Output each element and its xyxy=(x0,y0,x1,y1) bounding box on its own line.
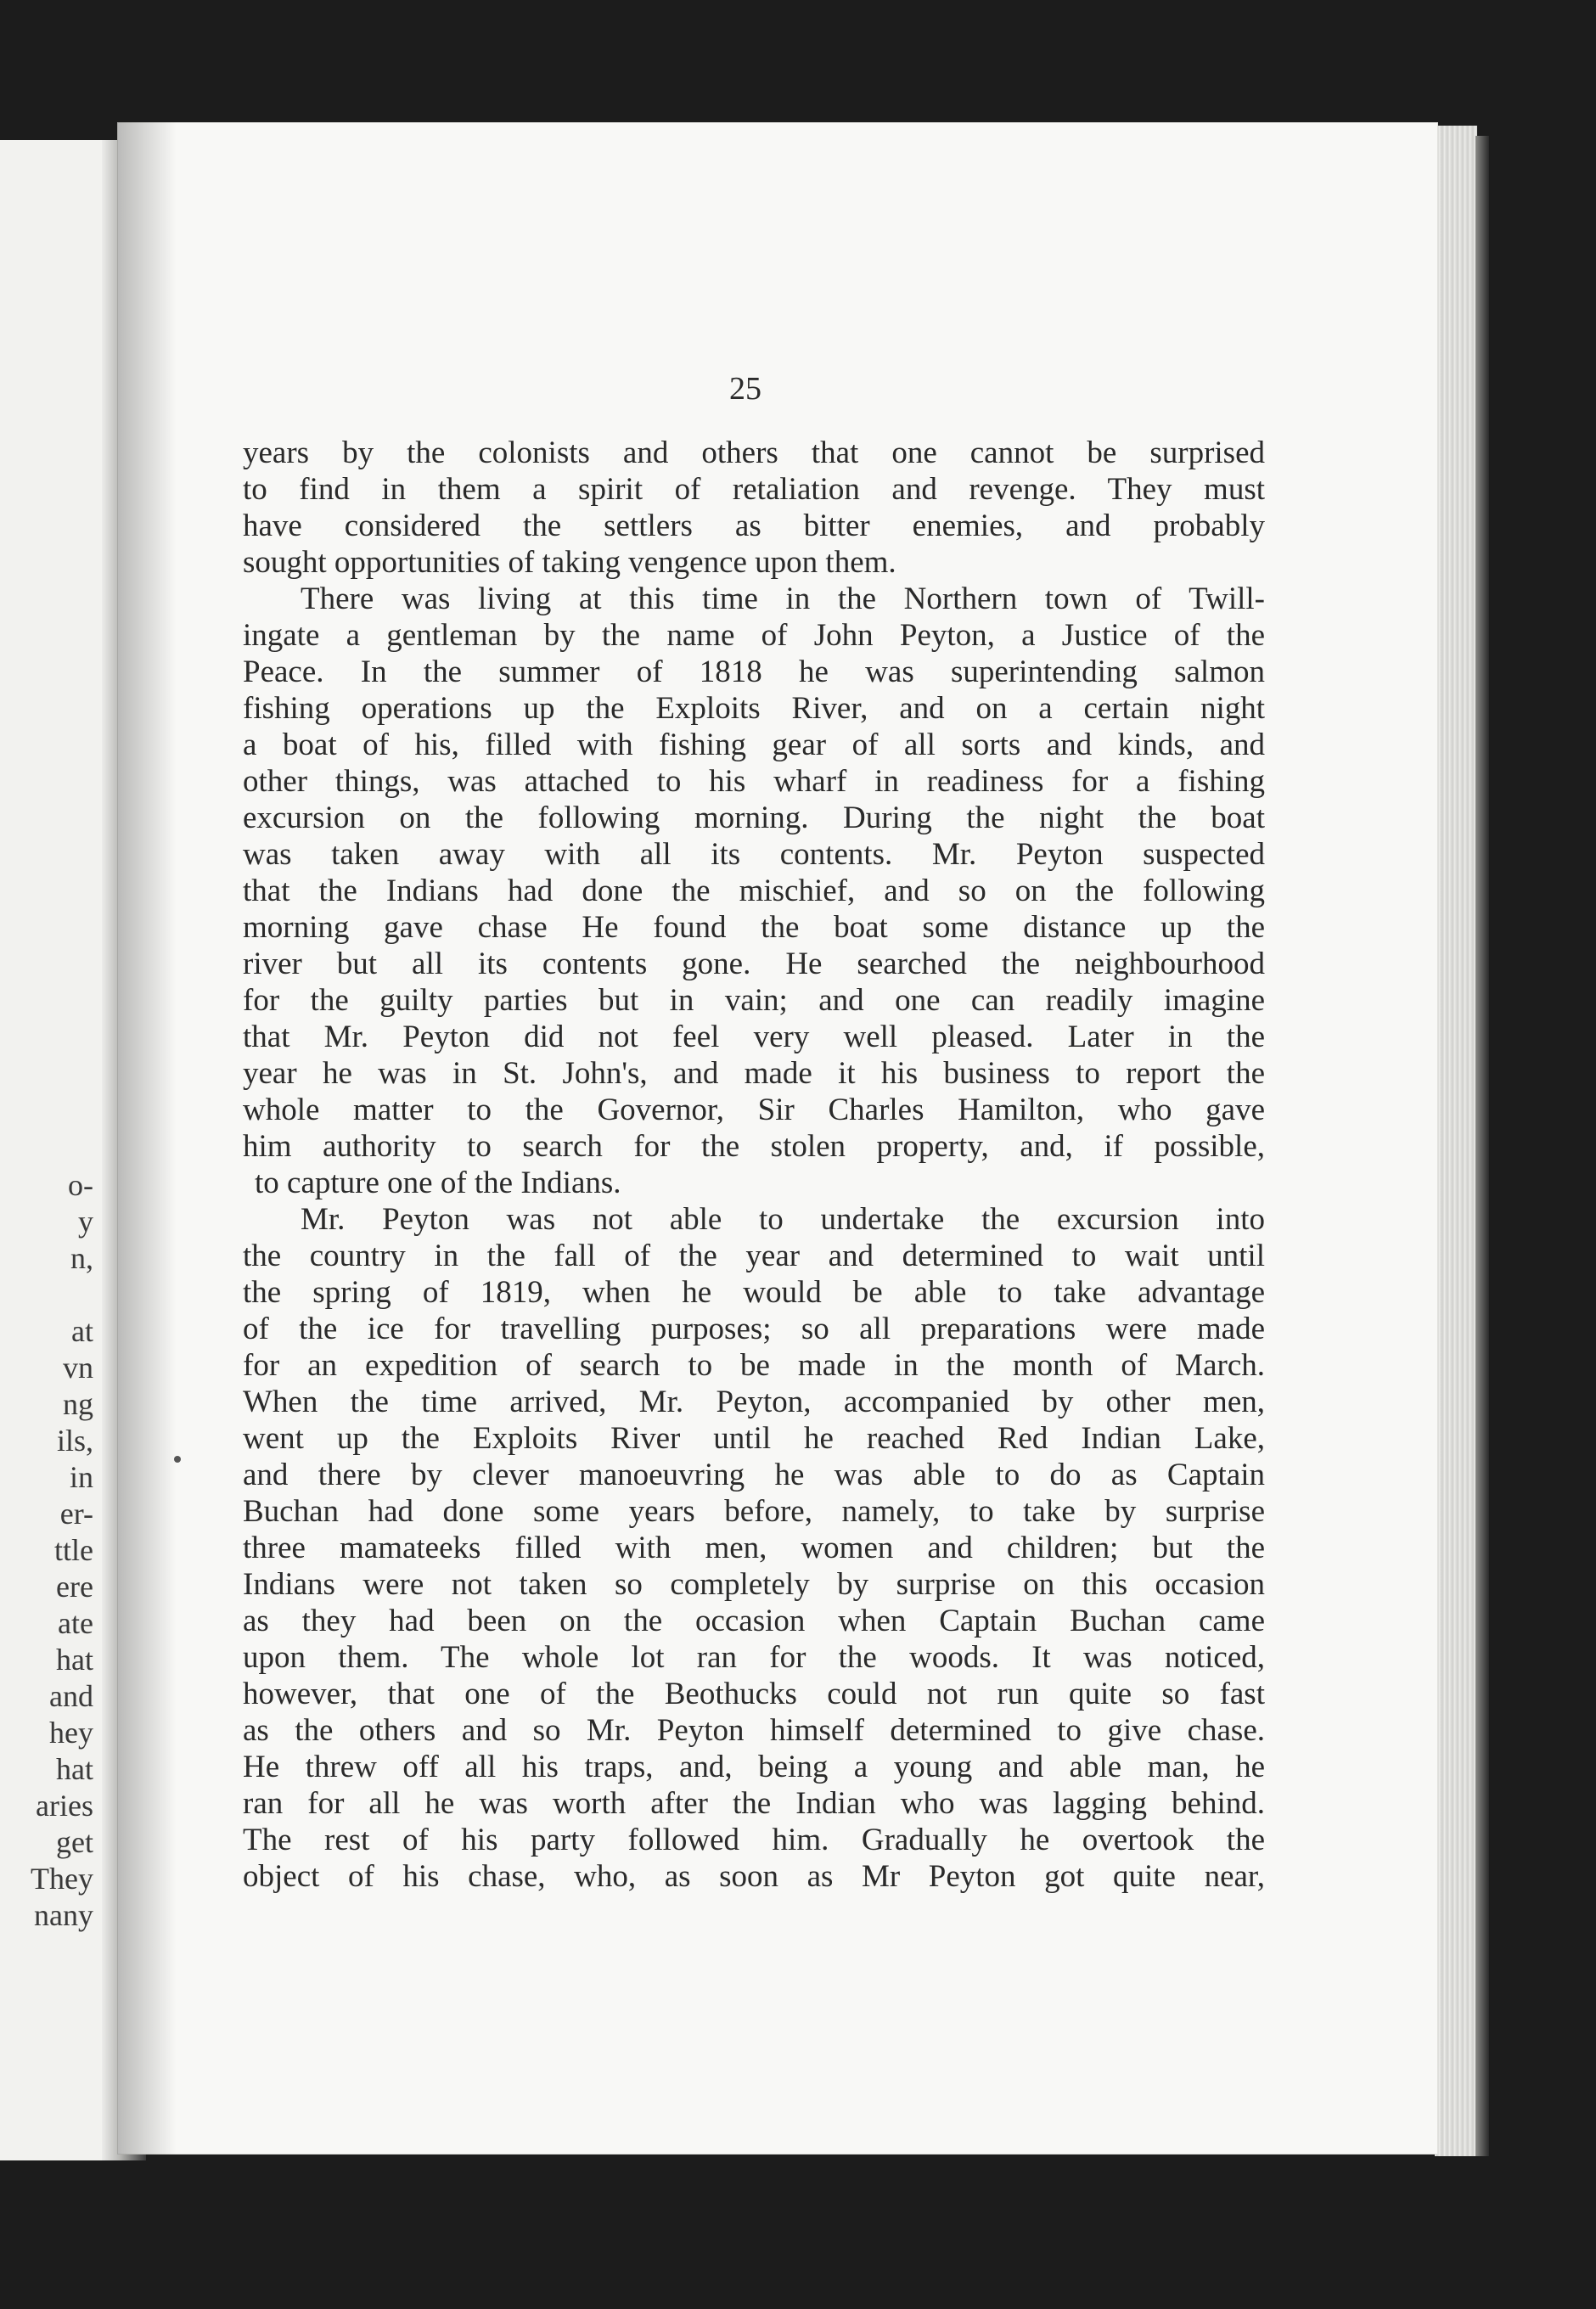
left-page-fragment: get xyxy=(56,1825,93,1859)
text-line: excursion on the following morning. During the night the boat xyxy=(243,801,1265,835)
left-page-fragment: ere xyxy=(56,1570,93,1604)
left-page-fragment: aries xyxy=(36,1789,93,1823)
left-page-fragment xyxy=(0,1277,93,1313)
left-page-fragment: hey xyxy=(49,1716,93,1750)
text-line: The rest of his party followed him. Gradually he overtook the xyxy=(243,1823,1265,1857)
left-page-fragment: vn xyxy=(63,1351,93,1385)
text-line: years by the colonists and others that one cannot be surprised xyxy=(243,435,1265,470)
text-line: to capture one of the Indians. xyxy=(255,1166,621,1200)
ink-speck xyxy=(174,1456,181,1463)
text-line: Mr. Peyton was not able to undertake the excursion into xyxy=(301,1202,1265,1237)
text-line: Indians were not taken so completely by surprise on this occasion xyxy=(243,1567,1265,1602)
left-page-fragment: ils, xyxy=(56,1424,93,1458)
text-line: other things, was attached to his wharf in readiness for a fishing xyxy=(243,764,1265,799)
text-line: fishing operations up the Exploits River, and on a certain night xyxy=(243,691,1265,726)
page-number: 25 xyxy=(729,371,761,407)
body-text xyxy=(243,435,1265,1895)
text-line: that the Indians had done the mischief, and so on the following xyxy=(243,874,1265,908)
left-page-fragment: nany xyxy=(34,1898,93,1932)
text-line: have considered the settlers as bitter enemies, and probably xyxy=(243,508,1265,543)
left-page-fragment: y xyxy=(78,1205,93,1239)
text-line: him authority to search for the stolen property, and, if possible, xyxy=(243,1129,1265,1164)
text-line: the spring of 1819, when he would be able to take advantage xyxy=(243,1275,1265,1310)
text-line: Peace. In the summer of 1818 he was superintending salmon xyxy=(243,654,1265,689)
text-line: There was living at this time in the Northern town of Twill- xyxy=(301,581,1265,616)
text-line: upon them. The whole lot ran for the woods. It was noticed, xyxy=(243,1640,1265,1675)
text-line: Buchan had done some years before, namely, to take by surprise xyxy=(243,1494,1265,1529)
text-line: as they had been on the occasion when Captain Buchan came xyxy=(243,1604,1265,1638)
text-line: a boat of his, filled with fishing gear of all sorts and kinds, and xyxy=(243,728,1265,762)
text-line: ingate a gentleman by the name of John Peyton, a Justice of the xyxy=(243,618,1265,653)
text-line: as the others and so Mr. Peyton himself determined to give chase. xyxy=(243,1713,1265,1748)
left-page-fragment: in xyxy=(69,1460,93,1494)
left-page-fragment: n, xyxy=(70,1241,93,1275)
left-page-fragment: hat xyxy=(56,1643,93,1677)
left-page-fragment: They xyxy=(31,1862,93,1896)
text-line: morning gave chase He found the boat some distance up the xyxy=(243,910,1265,945)
text-line: river but all its contents gone. He searched the neighbourhood xyxy=(243,947,1265,981)
text-line: and there by clever manoeuvring he was able to do as Captain xyxy=(243,1458,1265,1492)
text-line: When the time arrived, Mr. Peyton, accompanied by other men, xyxy=(243,1385,1265,1419)
left-page-fragment: ate xyxy=(58,1606,93,1640)
text-line: sought opportunities of taking vengence upon them. xyxy=(243,545,896,580)
text-line: three mamateeks filled with men, women and children; but the xyxy=(243,1531,1265,1565)
text-line: for an expedition of search to be made in the month of March. xyxy=(243,1348,1265,1383)
text-line: the country in the fall of the year and determined to wait until xyxy=(243,1239,1265,1273)
left-page-fragment: hat xyxy=(56,1752,93,1786)
text-line: however, that one of the Beothucks could not run quite so fast xyxy=(243,1677,1265,1711)
left-page-fragment: at xyxy=(71,1314,93,1348)
text-line: that Mr. Peyton did not feel very well pleased. Later in the xyxy=(243,1020,1265,1054)
text-line: of the ice for travelling purposes; so all preparations were made xyxy=(243,1312,1265,1346)
text-line: object of his chase, who, as soon as Mr Peyton got quite near, xyxy=(243,1859,1265,1894)
text-line: He threw off all his traps, and, being a young and able man, he xyxy=(243,1750,1265,1784)
text-line: ran for all he was worth after the Indian who was lagging behind. xyxy=(243,1786,1265,1821)
left-page-fragment: ng xyxy=(63,1387,93,1421)
left-page-fragment: and xyxy=(49,1679,93,1713)
text-line: for the guilty parties but in vain; and one can readily imagine xyxy=(243,983,1265,1018)
left-page-fragment: o- xyxy=(68,1168,93,1202)
text-line: to find in them a spirit of retaliation and revenge. They must xyxy=(243,472,1265,507)
left-page-fragment: ttle xyxy=(54,1533,93,1567)
spine-shadow xyxy=(117,122,177,2155)
text-line: year he was in St. John's, and made it his business to report the xyxy=(243,1056,1265,1091)
text-line: went up the Exploits River until he reached Red Indian Lake, xyxy=(243,1421,1265,1456)
text-line: was taken away with all its contents. Mr. Peyton suspected xyxy=(243,837,1265,872)
left-page-text-fragments xyxy=(0,1167,93,1934)
right-edge-shadow xyxy=(1475,136,1489,2156)
left-page-fragment: er- xyxy=(59,1497,93,1531)
text-line: whole matter to the Governor, Sir Charles Hamilton, who gave xyxy=(243,1093,1265,1127)
page-edges xyxy=(1435,126,1477,2156)
